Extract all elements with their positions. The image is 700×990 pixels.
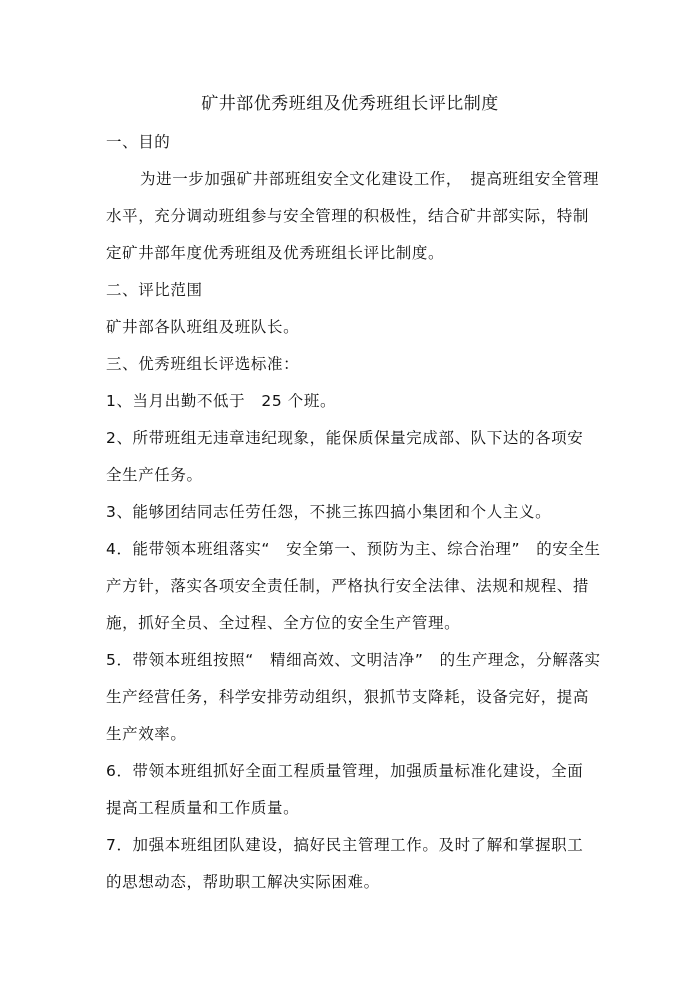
list-item-line: 2、所带班组无违章违纪现象，能保质保量完成部、队下达的各项安 (106, 429, 584, 447)
section-heading-purpose: 一、目的 (106, 133, 171, 151)
document-title: 矿井部优秀班组及优秀班组长评比制度 (201, 94, 499, 114)
paragraph-line: 矿井部各队班组及班队长。 (106, 318, 300, 336)
list-item-line: 全生产任务。 (106, 466, 203, 484)
list-item-line: 7．加强本班组团队建设，搞好民主管理工作。及时了解和掌握职工 (106, 836, 584, 854)
list-item-line: 6．带领本班组抓好全面工程质量管理，加强质量标准化建设，全面 (106, 762, 584, 780)
list-item-line: 4．能带领本班组落实“ 安全第一、预防为主、综合治理” 的安全生 (106, 540, 601, 558)
paragraph-line: 定矿井部年度优秀班组及优秀班组长评比制度。 (106, 244, 445, 262)
section-heading-criteria: 三、优秀班组长评选标准： (106, 355, 300, 373)
list-item-line: 的思想动态，帮助职工解决实际困难。 (106, 873, 380, 891)
paragraph-line: 为进一步加强矿井部班组安全文化建设工作， 提高班组安全管理 (140, 170, 600, 188)
paragraph-line: 水平，充分调动班组参与安全管理的积极性，结合矿井部实际，特制 (106, 207, 590, 225)
list-item-line: 提高工程质量和工作质量。 (106, 799, 300, 817)
list-item-line: 产方针，落实各项安全责任制，严格执行安全法律、法规和规程、措 (106, 577, 590, 595)
list-item-line: 生产经营任务，科学安排劳动组织，狠抓节支降耗，设备完好，提高 (106, 688, 590, 706)
list-item-line: 生产效率。 (106, 725, 187, 743)
list-item-line: 3、能够团结同志任劳任怨，不挑三拣四搞小集团和个人主义。 (106, 503, 552, 521)
list-item-line: 5．带领本班组按照“ 精细高效、文明洁净” 的生产理念，分解落实 (106, 651, 601, 669)
list-item-line: 1、当月出勤不低于 25 个班。 (106, 392, 337, 410)
list-item-line: 施，抓好全员、全过程、全方位的安全生产管理。 (106, 614, 461, 632)
section-heading-scope: 二、评比范围 (106, 281, 203, 299)
